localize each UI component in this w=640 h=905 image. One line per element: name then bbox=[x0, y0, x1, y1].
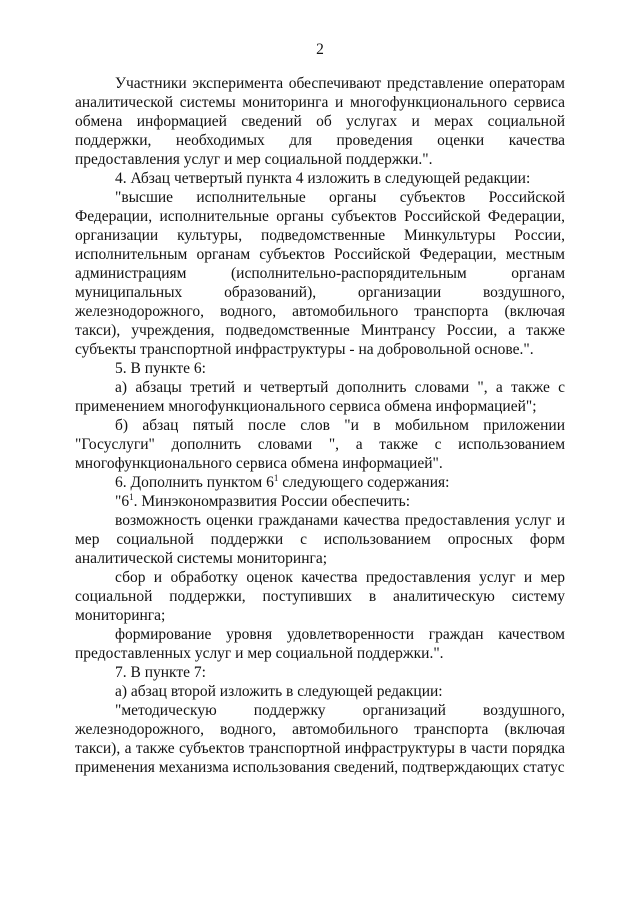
item-6-superscript: 1 bbox=[273, 472, 279, 483]
paragraph-item-4-text: "высшие исполнительные органы субъектов Российской Федерации, исполнительные органы субъектов Российской Федерации, организации культуры, подведомственные Минкультуры России, исполнительным органам субъектов Российской Федерации, местным администрациям (исполнительно-распорядительным органам муниципальных образований), организации воздушного, железнодорожного, водного, автомобильного транспорта (включая такси), учреждения, подведомственные Минтрансу России, а также субъекты транспортной инфраструктуры - на добровольной основе.". bbox=[75, 189, 565, 358]
paragraph-item-7a: а) абзац второй изложить в следующей редакции: bbox=[115, 683, 443, 700]
paragraph-item-5a: а) абзацы третий и четвертый дополнить словами ", а также с применением многофункционального сервиса обмена информацией"; bbox=[75, 379, 565, 415]
paragraph-satisfaction: формирование уровня удовлетворенности граждан качеством предоставленных услуг и мер социальной поддержки.". bbox=[75, 626, 565, 662]
paragraph-item-7a-text: "методическую поддержку организаций воздушного, железнодорожного, водного, автомобильного транспорта (включая такси), а также субъектов транспортной инфраструктуры в части порядка применения механизма использования сведений, подтверждающих статус bbox=[75, 702, 565, 776]
paragraph-collection: сбор и обработку оценок качества предоставления услуг и мер социальной поддержки, поступивших в аналитическую систему мониторинга; bbox=[75, 569, 565, 624]
paragraph-item-4: 4. Абзац четвертый пункта 4 изложить в следующей редакции: bbox=[115, 170, 531, 187]
paragraph-item-5: 5. В пункте 6: bbox=[115, 360, 206, 377]
paragraph-item-6 bbox=[75, 473, 565, 492]
item-6-1-text-before: "6 bbox=[115, 493, 130, 510]
paragraph-participants: Участники эксперимента обеспечивают представление операторам аналитической системы мониторинга и многофункционального сервиса обмена информацией сведений об услугах и мерах социальной поддержки, необходимых для проведения оценки качества предоставления услуг и мер социальной поддержки.". bbox=[75, 75, 565, 168]
paragraph-assessment: возможность оценки гражданами качества предоставления услуг и мер социальной поддержки с использованием опросных форм аналитической системы мониторинга; bbox=[75, 512, 565, 567]
paragraph-item-7: 7. В пункте 7: bbox=[115, 664, 206, 681]
item-6-1-text-after: . Минэкономразвития России обеспечить: bbox=[133, 493, 411, 510]
page-number: 2 bbox=[316, 41, 324, 58]
item-6-text-after: следующего содержания: bbox=[278, 474, 450, 491]
paragraph-item-6-1-intro bbox=[75, 492, 565, 511]
document-body bbox=[75, 74, 565, 777]
item-6-1-superscript: 1 bbox=[129, 491, 134, 502]
paragraph-item-5b: б) абзац пятый после слов "и в мобильном приложении "Госуслуги" дополнить словами ", а также с использованием многофункционального сервиса обмена информацией". bbox=[75, 417, 565, 472]
item-6-text-before: 6. Дополнить пунктом 6 bbox=[115, 474, 274, 491]
